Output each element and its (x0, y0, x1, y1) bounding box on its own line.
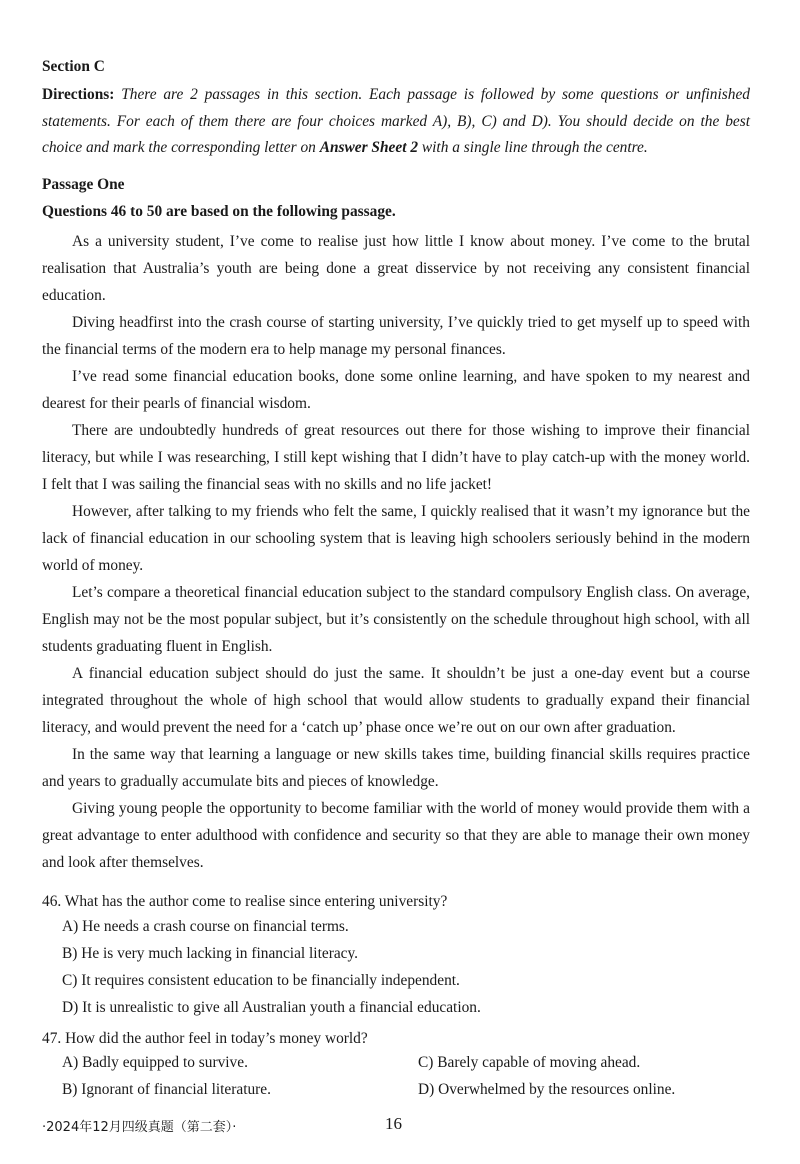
passage-paragraph: A financial education subject should do just the same. It shouldn’t be just a one-day event but a course integrated throughout the whole of high school that would allow students to gradually expand their financial literacy, and would prevent the need for a ‘catch up’ phase once we’re out on our own after graduation. (42, 665, 750, 736)
question-47-option-b: B) Ignorant of financial literature. (62, 1081, 271, 1098)
question-46-option-c: C) It requires consistent education to be financially independent. (62, 972, 460, 989)
directions-text-2: with a single line through the centre. (418, 139, 648, 156)
directions-answer-sheet: Answer Sheet 2 (319, 139, 419, 156)
directions-text-1: There are 2 passages in this section. Each passage is followed by some questions or unfinished statements. For each of them there are four choices marked A), B), C) and D). You should decide on the best choice and mark the corresponding letter on (42, 86, 750, 156)
passage-paragraph: I’ve read some financial education books, done some online learning, and have spoken to my nearest and dearest for their pearls of financial wisdom. (42, 368, 750, 412)
passage-paragraph: Let’s compare a theoretical financial education subject to the standard compulsory English class. On average, English may not be the most popular subject, but it’s consistently on the schedule throughout high school, with all students graduating fluent in English. (42, 584, 750, 655)
question-47-option-d: D) Overwhelmed by the resources online. (418, 1081, 676, 1098)
passage-body (42, 228, 750, 876)
passage-paragraph: In the same way that learning a language or new skills takes time, building financial skills requires practice and years to gradually accumulate bits and pieces of knowledge. (42, 746, 750, 790)
question-46 (42, 888, 750, 915)
question-46-option-b: B) He is very much lacking in financial literacy. (62, 945, 359, 962)
question-46-option-a: A) He needs a crash course on financial terms. (62, 918, 349, 935)
passage-paragraph: However, after talking to my friends who felt the same, I quickly realised that it wasn’t my ignorance but the lack of financial education in our schooling system that is leaving high schoolers seriously behind in the modern world of money. (42, 503, 750, 574)
question-47 (42, 1025, 750, 1052)
question-46-option-d: D) It is unrealistic to give all Australian youth a financial education. (62, 999, 481, 1016)
page-number: 16 (385, 1114, 402, 1133)
questions-intro: Questions 46 to 50 are based on the following passage. (42, 203, 396, 220)
passage-paragraph: As a university student, I’ve come to realise just how little I know about money. I’ve come to the brutal realisation that Australia’s youth are being done a great disservice by not receiving any consistent financial education. (42, 233, 750, 304)
directions-label: Directions: (42, 86, 115, 103)
question-47-option-c: C) Barely capable of moving ahead. (418, 1054, 641, 1071)
footer-exam-label: ·2024年12月四级真题（第二套）· (42, 1120, 237, 1135)
passage-paragraph: Giving young people the opportunity to become familiar with the world of money would provide them with a great advantage to enter adulthood with confidence and security so that they are able to manage their own money and look after themselves. (42, 800, 750, 871)
directions (42, 82, 750, 162)
question-stem: 47. How did the author feel in today’s money world? (42, 1030, 368, 1047)
question-47-option-a: A) Badly equipped to survive. (62, 1054, 248, 1071)
question-stem: 46. What has the author come to realise since entering university? (42, 893, 448, 910)
passage-paragraph: Diving headfirst into the crash course of starting university, I’ve quickly tried to get myself up to speed with the financial terms of the modern era to help manage my personal finances. (42, 314, 750, 358)
section-title: Section C (42, 58, 105, 75)
passage-paragraph: There are undoubtedly hundreds of great resources out there for those wishing to improve their financial literacy, but while I was researching, I still kept wishing that I didn’t have to play catch-up with the money world. I felt that I was sailing the financial seas with no skills and no life jacket! (42, 422, 750, 493)
passage-title: Passage One (42, 176, 125, 193)
